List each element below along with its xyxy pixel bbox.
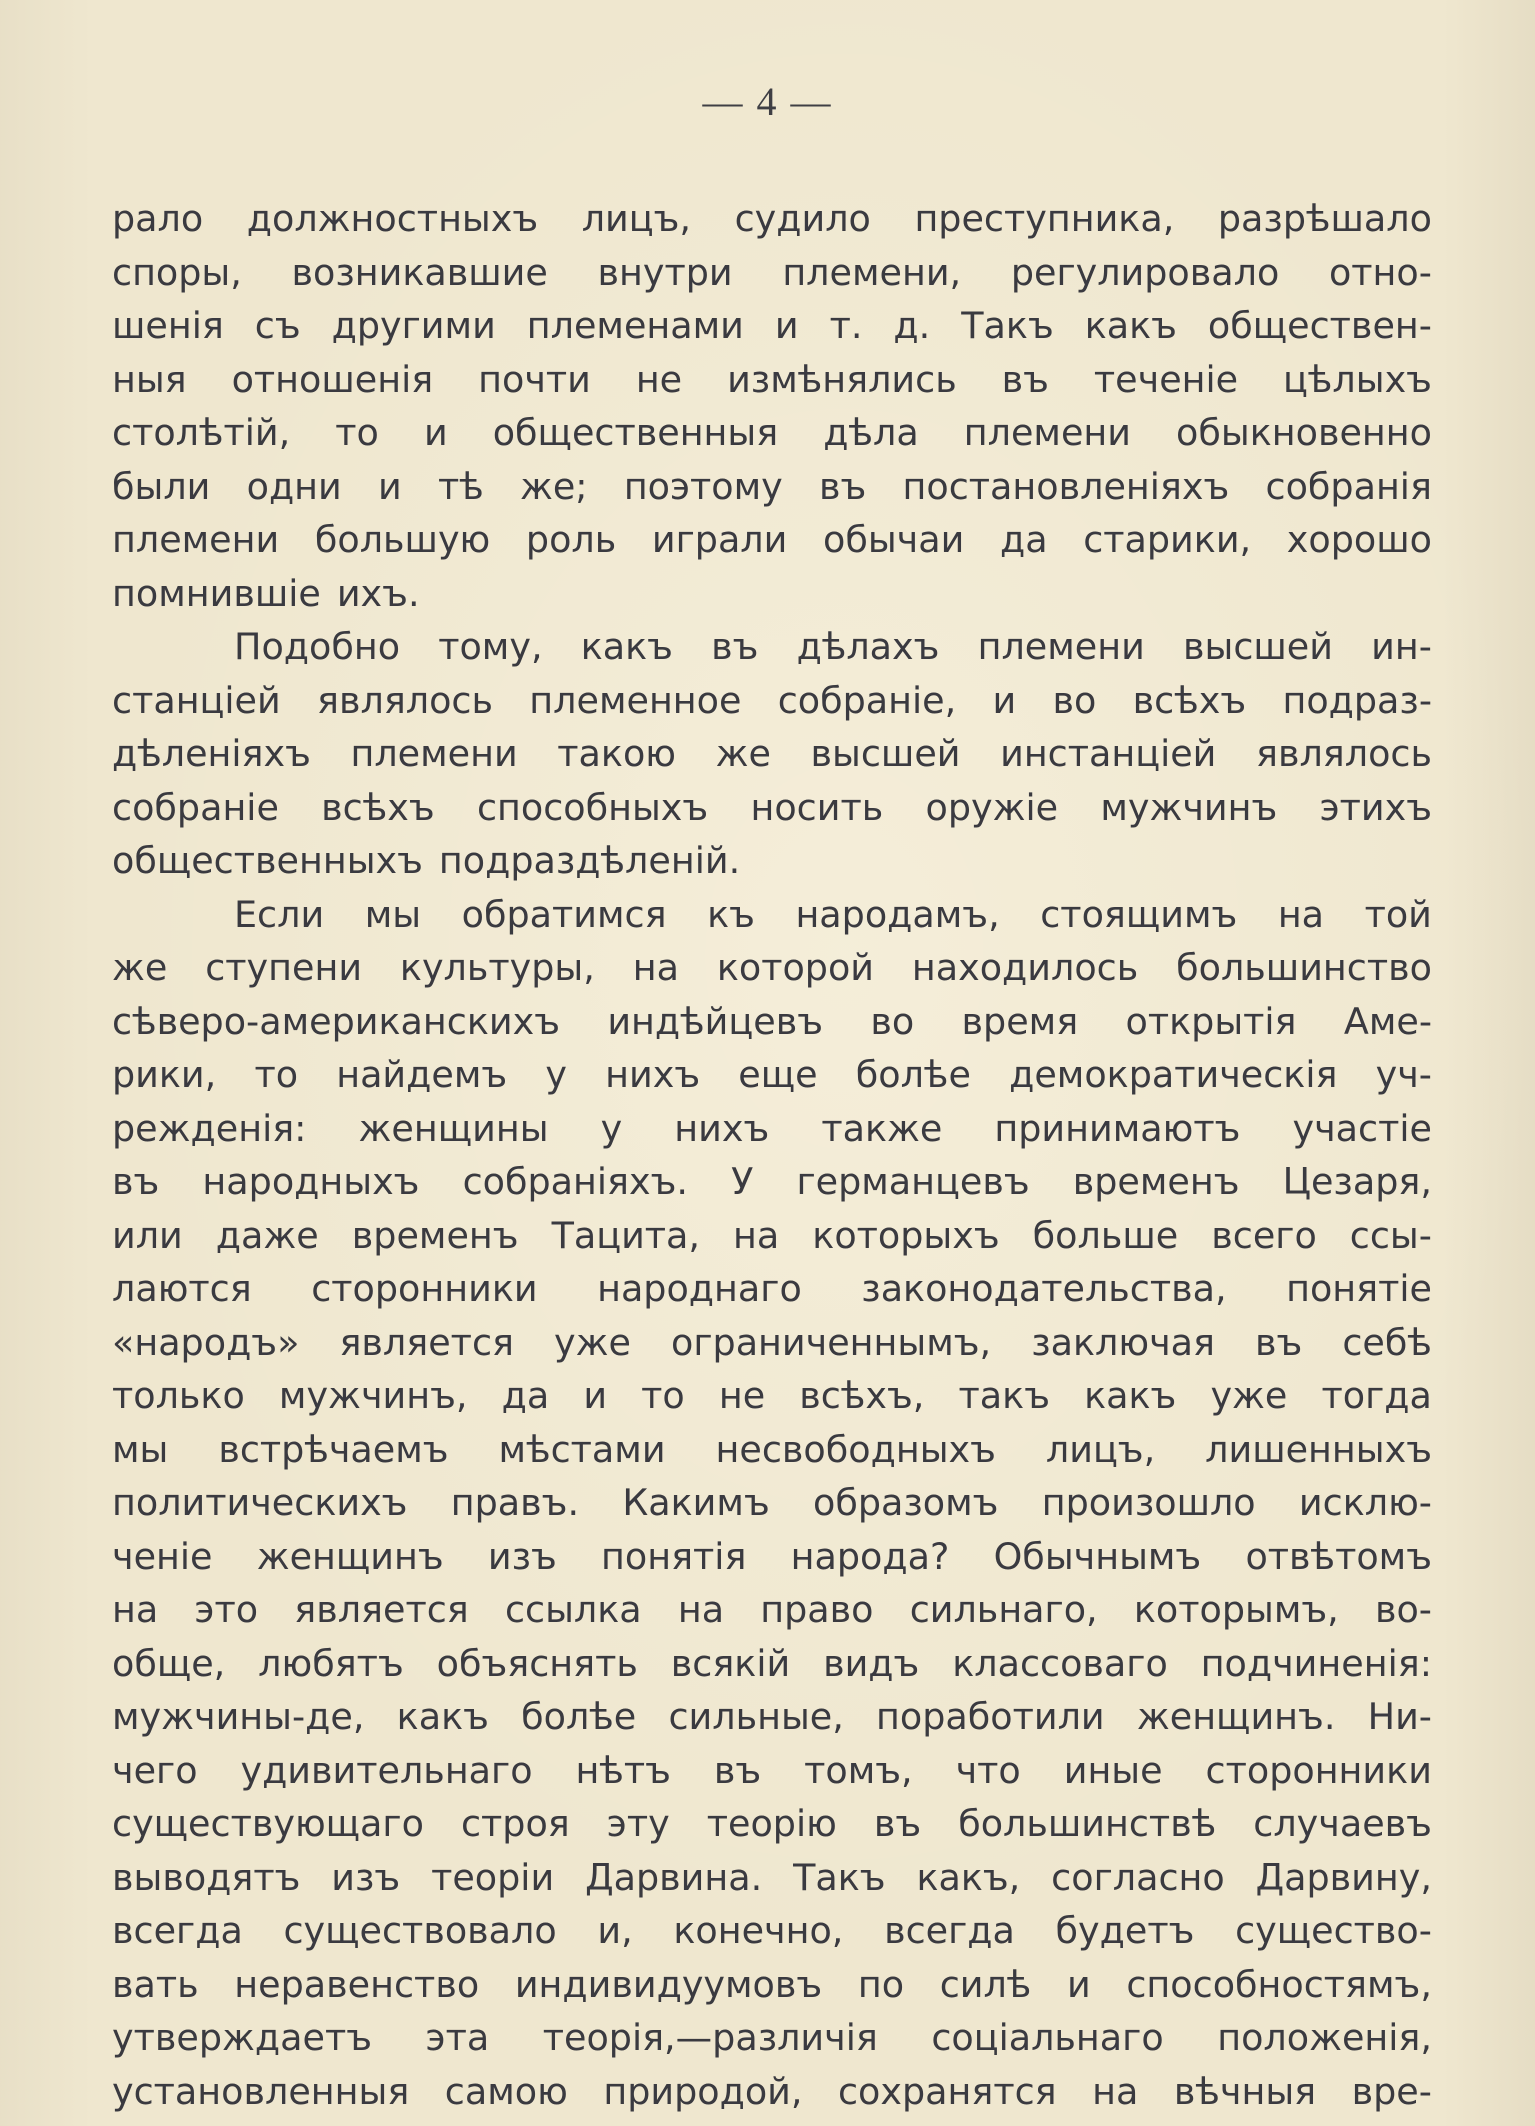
- text-line: станціей являлось племенное собраніе, и во всѣхъ подраз-: [112, 678, 1432, 722]
- text-line: «народъ» является уже ограниченнымъ, заключая въ себѣ: [112, 1320, 1432, 1364]
- text-line: рало должностныхъ лицъ, судило преступника, разрѣшало: [112, 197, 1432, 240]
- text-line: чего удивительнаго нѣтъ въ томъ, что иные сторонники: [112, 1748, 1432, 1792]
- text-line: лаются сторонники народнаго законодательства, понятіе: [112, 1267, 1432, 1310]
- text-line: Если мы обратимся къ народамъ, стоящимъ на той: [234, 892, 1432, 936]
- text-line: мужчины-де, какъ болѣе сильные, поработили женщинъ. Ни-: [112, 1695, 1432, 1738]
- text-line: споры, возникавшие внутри племени, регулировало отно-: [112, 250, 1432, 294]
- text-line: рики, то найдемъ у нихъ еще болѣе демократическія уч-: [112, 1053, 1432, 1096]
- text-line: ченіе женщинъ изъ понятія народа? Обычнымъ отвѣтомъ: [112, 1534, 1432, 1578]
- text-line: сѣверо-американскихъ индѣйцевъ во время открытія Аме-: [112, 999, 1432, 1043]
- text-line: существующаго строя эту теорію въ большинствѣ случаевъ: [112, 1802, 1432, 1845]
- text-line: въ народныхъ собраніяхъ. У германцевъ временъ Цезаря,: [112, 1160, 1432, 1203]
- text-line: помнившіе ихъ.: [112, 571, 420, 615]
- body-text: [112, 192, 1432, 2118]
- text-line: мы встрѣчаемъ мѣстами несвободныхъ лицъ, лишенныхъ: [112, 1427, 1432, 1471]
- text-line: дѣленіяхъ племени такою же высшей инстанціей являлось: [112, 732, 1432, 775]
- text-line: или даже временъ Тацита, на которыхъ больше всего ссы-: [112, 1213, 1432, 1257]
- text-line: же ступени культуры, на которой находилось большинство: [112, 946, 1432, 989]
- text-line: столѣтій, то и общественныя дѣла племени обыкновенно: [112, 411, 1432, 454]
- text-line: утверждаетъ эта теорія,—различія соціальнаго положенія,: [112, 2016, 1432, 2059]
- page-number: — 4 —: [702, 79, 833, 124]
- text-line: на это является ссылка на право сильнаго, которымъ, во-: [112, 1588, 1432, 1631]
- text-line: племени большую роль играли обычаи да старики, хорошо: [112, 518, 1432, 561]
- text-line: были одни и тѣ же; поэтому въ постановленіяхъ собранія: [112, 464, 1432, 508]
- text-line: общественныхъ подраздѣленій.: [112, 839, 741, 882]
- text-line: выводятъ изъ теоріи Дарвина. Такъ какъ, согласно Дарвину,: [112, 1855, 1432, 1899]
- text-line: шенія съ другими племенами и т. д. Такъ какъ обществен-: [112, 304, 1432, 347]
- text-line: режденія: женщины у нихъ также принимаютъ участіе: [112, 1106, 1432, 1150]
- text-line: политическихъ правъ. Какимъ образомъ произошло исклю-: [112, 1481, 1432, 1524]
- text-line: ныя отношенія почти не измѣнялись въ теченіе цѣлыхъ: [112, 357, 1432, 401]
- text-line: собраніе всѣхъ способныхъ носить оружіе мужчинъ этихъ: [112, 785, 1432, 829]
- text-line: Подобно тому, какъ въ дѣлахъ племени высшей ин-: [234, 625, 1432, 668]
- text-line: только мужчинъ, да и то не всѣхъ, такъ какъ уже тогда: [112, 1374, 1432, 1417]
- text-line: обще, любятъ объяснять всякій видъ классоваго подчиненія:: [112, 1641, 1432, 1685]
- text-line: всегда существовало и, конечно, всегда будетъ существо-: [112, 1909, 1432, 1952]
- text-line: установленныя самою природой, сохранятся на вѣчныя вре-: [112, 2069, 1432, 2113]
- text-line: вать неравенство индивидуумовъ по силѣ и способностямъ,: [112, 1962, 1432, 2006]
